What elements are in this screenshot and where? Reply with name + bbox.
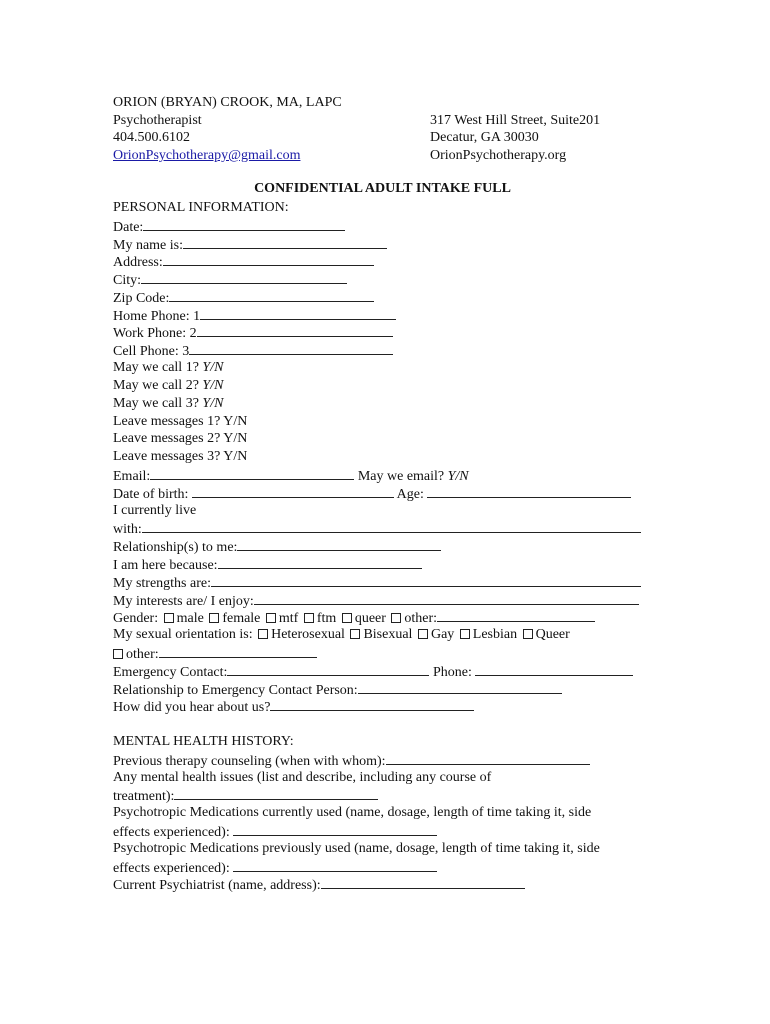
orientation-other-field[interactable] [159,644,317,658]
orientation-other-label: other: [126,647,159,662]
relationship-field[interactable] [237,537,441,551]
gender-other-label: other: [404,611,438,626]
emergency-field[interactable] [227,662,429,676]
therapist-name: ORION (BRYAN) CROOK, MA, LAPC [113,95,342,110]
zip-field[interactable] [169,288,374,302]
meds-current-label-2: effects experienced): [113,825,230,840]
may-email-yn[interactable]: Y/N [447,469,469,484]
call2-yn[interactable]: Y/N [202,378,224,393]
issues-label-2: treatment): [113,789,175,804]
meds-current-label-1: Psychotropic Medications currently used (name, dosage, length of time taking it, side [113,805,592,820]
call3-label: May we call 3? [113,396,199,411]
issues-row [113,786,378,806]
age-label: Age: [396,487,424,502]
cell-phone-field[interactable] [189,341,393,355]
form-title: CONFIDENTIAL ADULT INTAKE FULL [254,181,511,196]
gender-female-checkbox[interactable] [209,613,219,623]
relationship-row [113,537,441,557]
meds-prev-label-1: Psychotropic Medications previously used (name, dosage, length of time taking it, side [113,841,600,856]
interests-field[interactable] [254,591,639,605]
strengths-field[interactable] [211,573,641,587]
date-label: Date: [113,220,144,235]
city-row [113,270,347,290]
email-row [113,466,469,486]
office-website: OrionPsychotherapy.org [430,148,567,163]
leave3-row[interactable]: Leave messages 3? Y/N [113,449,248,464]
meds-current-field[interactable] [233,822,437,836]
orientation-hetero-label: Heterosexual [271,627,345,642]
city-field[interactable] [141,270,347,284]
gender-male-checkbox[interactable] [164,613,174,623]
meds-prev-field[interactable] [233,858,437,872]
prev-therapy-row [113,751,590,771]
prev-therapy-label: Previous therapy counseling (when with whom): [113,754,386,769]
hear-row [113,697,474,717]
hear-field[interactable] [270,697,474,711]
emergency-phone-field[interactable] [475,662,633,676]
gender-queer-label: queer [354,611,386,626]
cell-phone-label: Cell Phone: 3 [113,344,190,359]
email-label: Email: [113,469,151,484]
email-field[interactable] [150,466,354,480]
leave2-row[interactable]: Leave messages 2? Y/N [113,431,248,446]
emergency-phone-label: Phone: [432,665,472,680]
dob-label: Date of birth: [113,487,189,502]
gender-row [113,608,595,628]
meds-current-row [113,822,437,842]
gender-ftm-checkbox[interactable] [304,613,314,623]
orientation-hetero-checkbox[interactable] [258,629,268,639]
dob-field[interactable] [192,484,394,498]
gender-mtf-checkbox[interactable] [266,613,276,623]
city-label: City: [113,273,142,288]
live-row [113,519,641,539]
date-row [113,217,345,237]
call1-label: May we call 1? [113,360,199,375]
orientation-gay-label: Gay [430,627,455,642]
call3-row [113,395,223,413]
orientation-lesbian-label: Lesbian [472,627,518,642]
therapist-email-link[interactable]: OrionPsychotherapy@gmail.com [113,148,301,163]
zip-row [113,288,374,308]
gender-male-label: male [176,611,204,626]
psychiatrist-row [113,875,525,895]
emergency-rel-label: Relationship to Emergency Contact Person: [113,683,358,698]
mental-heading: MENTAL HEALTH HISTORY: [113,734,294,749]
name-label: My name is: [113,238,183,253]
gender-label: Gender: [113,611,159,626]
address-label: Address: [113,255,163,270]
emergency-row [113,662,633,682]
orientation-gay-checkbox[interactable] [418,629,428,639]
orientation-bi-checkbox[interactable] [350,629,360,639]
gender-female-label: female [222,611,261,626]
age-field[interactable] [427,484,631,498]
hear-label: How did you hear about us? [113,700,271,715]
orientation-other-checkbox[interactable] [113,649,123,659]
issues-field[interactable] [174,786,378,800]
orientation-lesbian-checkbox[interactable] [460,629,470,639]
office-city: Decatur, GA 30030 [430,130,539,145]
psychiatrist-label: Current Psychiatrist (name, address): [113,878,321,893]
strengths-label: My strengths are: [113,576,211,591]
work-phone-field[interactable] [197,323,393,337]
may-email-label: May we email? [357,469,445,484]
orientation-bi-label: Bisexual [363,627,413,642]
gender-queer-checkbox[interactable] [342,613,352,623]
call1-row [113,359,223,377]
live-label-2: with: [113,522,142,537]
home-phone-field[interactable] [200,306,396,320]
prev-therapy-field[interactable] [386,751,590,765]
orientation-queer-checkbox[interactable] [523,629,533,639]
date-field[interactable] [143,217,345,231]
leave1-row[interactable]: Leave messages 1? Y/N [113,414,248,429]
issues-label-1: Any mental health issues (list and describe, including any course of [113,770,492,785]
orientation-queer-label: Queer [535,627,570,642]
gender-other-checkbox[interactable] [391,613,401,623]
relationship-label: Relationship(s) to me: [113,540,238,555]
here-because-label: I am here because: [113,558,218,573]
cell-phone-row [113,341,393,361]
zip-label: Zip Code: [113,291,170,306]
address-row [113,252,374,272]
emergency-rel-field[interactable] [358,680,562,694]
call2-label: May we call 2? [113,378,199,393]
call1-yn[interactable]: Y/N [202,360,224,375]
here-because-row [113,555,422,575]
gender-ftm-label: ftm [316,611,337,626]
office-address: 317 West Hill Street, Suite201 [430,113,601,128]
live-field[interactable] [142,519,641,533]
emergency-label: Emergency Contact: [113,665,228,680]
therapist-phone: 404.500.6102 [113,130,190,145]
address-field[interactable] [163,252,374,266]
strengths-row [113,573,641,593]
interests-label: My interests are/ I enjoy: [113,594,254,609]
therapist-role: Psychotherapist [113,113,202,128]
call3-yn[interactable]: Y/N [202,396,224,411]
here-because-field[interactable] [218,555,422,569]
gender-other-field[interactable] [437,608,595,622]
home-phone-label: Home Phone: 1 [113,309,201,324]
orientation-other-row [113,644,317,664]
personal-heading: PERSONAL INFORMATION: [113,200,289,215]
orientation-label: My sexual orientation is: [113,627,253,642]
call2-row [113,377,223,395]
work-phone-row [113,323,393,343]
name-field[interactable] [183,235,387,249]
meds-prev-label-2: effects experienced): [113,861,230,876]
gender-mtf-label: mtf [278,611,299,626]
orientation-row [113,626,570,644]
work-phone-label: Work Phone: 2 [113,326,197,341]
dob-row [113,484,631,504]
psychiatrist-field[interactable] [321,875,525,889]
live-label-1: I currently live [113,503,197,518]
